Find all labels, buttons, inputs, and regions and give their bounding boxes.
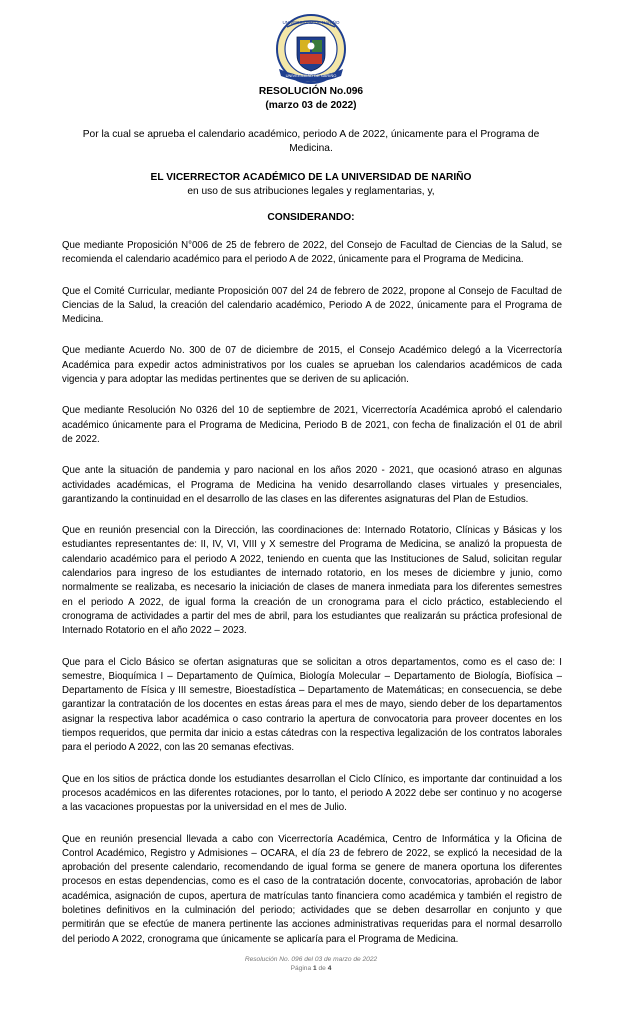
- consideration-paragraph: Que en los sitios de práctica donde los estudiantes desarrollan el Ciclo Clínico, es importante dar continuidad a los procesos académicos en las diferentes rotaciones, por lo tanto, el periodo A 2022 debe ser continuo y no acogerse a las vacaciones propuestas por la universidad en el mes de Julio.: [62, 773, 562, 814]
- page-total: 4: [327, 965, 332, 972]
- authority-powers: en uso de sus atribuciones legales y reglamentarias, y,: [187, 186, 435, 197]
- university-seal-logo: [273, 13, 349, 85]
- consideration-paragraph: Que mediante Resolución No 0326 del 10 de septiembre de 2021, Vicerrectoría Académica aprobó el calendario académico únicamente para el Programa de Medicina, Periodo B de 2021, con fecha de finalización el 01 de abril de 2022.: [62, 405, 562, 445]
- resolution-subject: [40, 128, 582, 156]
- consideration-paragraph: Que en reunión presencial con la Dirección, las coordinaciones de: Internado Rotatorio, Clínicas y Básicas y los estudiantes representantes de: II, IV, VI, VIII y X semestre del Programa de Medicina, se analizó la propuesta de calendario académico para el periodo A 2022, teniendo en cuenta que las Instituciones de Salud, solicitan regular calendarios para ingreso de los estudiantes de internado rotatorio, en los meses de diciembre y junio, como normalmente se realizaba, es necesario la iniciación de clases de manera inmediata para los diferentes semestres en el periodo A 2022, de igual forma la creación de un cronograma para el ciclo práctico, estableciendo el cronograma de actividades a partir del mes de abril, para los estudiantes que realizarán su práctica profesional de Internado Rotatorio en el año 2022 – 2023.: [62, 525, 562, 637]
- seal-banner-text: UNIVERSIDAD DE NARIÑO: [285, 73, 337, 78]
- consideration-paragraph: Que mediante Acuerdo No. 300 de 07 de diciembre de 2015, el Consejo Académico delegó a la Vicerrectoría Académica para expedir actos administrativos por los cuales se aprueban los calendarios académicos de cada vigencia y para adoptar las medidas pertinentes que se deriven de su aplicación.: [62, 345, 562, 386]
- considerations-body: [62, 239, 562, 964]
- page-word: Página: [290, 965, 312, 972]
- considerando-heading: CONSIDERANDO:: [267, 212, 355, 223]
- footer-page-number: [0, 965, 622, 972]
- consideration-paragraph: Que ante la situación de pandemia y paro nacional en los años 2020 - 2021, que ocasionó atraso en algunas actividades académicas, el Programa de Medicina ha venido desarrollando clases virtuales y presenciales, garantizando la continuidad en el desarrollo de las clases en las diferentes asignaturas del Plan de Estudios.: [62, 465, 562, 505]
- seal-top-text: UNIVERSIDAD DE NARIÑO: [282, 20, 340, 25]
- consideration-paragraph: Que para el Ciclo Básico se ofertan asignaturas que se solicitan a otros departamentos, como es el caso de: I semestre, Bioquímica I – Departamento de Química, Biología Molecular – Departamento de Biología, Biofísica – Departamento de Física y III semestre, Bioestadística – Departamento de Matemáticas; en consecuencia, se debe garantizar la contratación de los docentes en estas áreas para el mes de mayo, siendo deber de los departamentos asignar la respectiva labor académica o caso contrario la apertura de convocatoria para proveer docentes en los tiempos requeridos, que permita dar inicio a estas cátedras con la respectiva legalización de los contratos laborales para el periodo A 2022, con las 20 semanas efectivas.: [62, 656, 562, 754]
- footer-resolution-ref: Resolución No. 096: [244, 956, 303, 963]
- consideration-paragraph: Que el Comité Curricular, mediante Proposición 007 del 24 de febrero de 2022, propone al Consejo de Facultad de Ciencias de la Salud, la creación del calendario académico, Periodo A de 2022, únicamente para el Programa de Medicina.: [62, 285, 562, 326]
- consideration-paragraph: Que mediante Proposición N°006 de 25 de febrero de 2022, del Consejo de Facultad de Ciencias de la Salud, se recomienda el calendario académico para el periodo A de 2022, únicamente para el Programa de Medicina.: [62, 240, 562, 266]
- page-of: de: [318, 965, 326, 972]
- issuing-authority: EL VICERRECTOR ACADÉMICO DE LA UNIVERSIDAD DE NARIÑO: [150, 172, 472, 183]
- consideration-paragraph: Que en reunión presencial llevada a cabo con Vicerrectoría Académica, Centro de Informática y la Oficina de Control Académico, Registro y Admisiones – OCARA, el día 23 de febrero de 2022, se explicó la necesidad de la aprobación del presente calendario, recomendando de igual forma se genere de manera oportuna los diferentes procesos en estas dependencias, como es el caso de la contratación docente, convocatorias, aprobación de labor académica, asignación de cupos, apertura de matrículas tanto financiera como académica y también el registro de boletines definitivos en la culminación del periodo; actividades que se deben desarrollar en conjunto y que permitirán que se efectúe de manera pertinente las acciones administrativas requeridas para el normal desarrollo del periodo A 2022, cronograma que únicamente se aplicaría para el Programa de Medicina.: [62, 833, 562, 945]
- subject-line-2: Medicina.: [289, 143, 333, 154]
- subject-line-1: Por la cual se aprueba el calendario académico, periodo A de 2022, únicamente para el Programa de: [82, 129, 540, 140]
- footer-resolution-date: del 03 de marzo de 2022: [304, 956, 378, 963]
- footer-reference: [0, 956, 622, 963]
- page-current: 1: [313, 965, 317, 972]
- resolution-number: RESOLUCIÓN No.096: [258, 86, 364, 97]
- resolution-date: (marzo 03 de 2022): [265, 100, 357, 111]
